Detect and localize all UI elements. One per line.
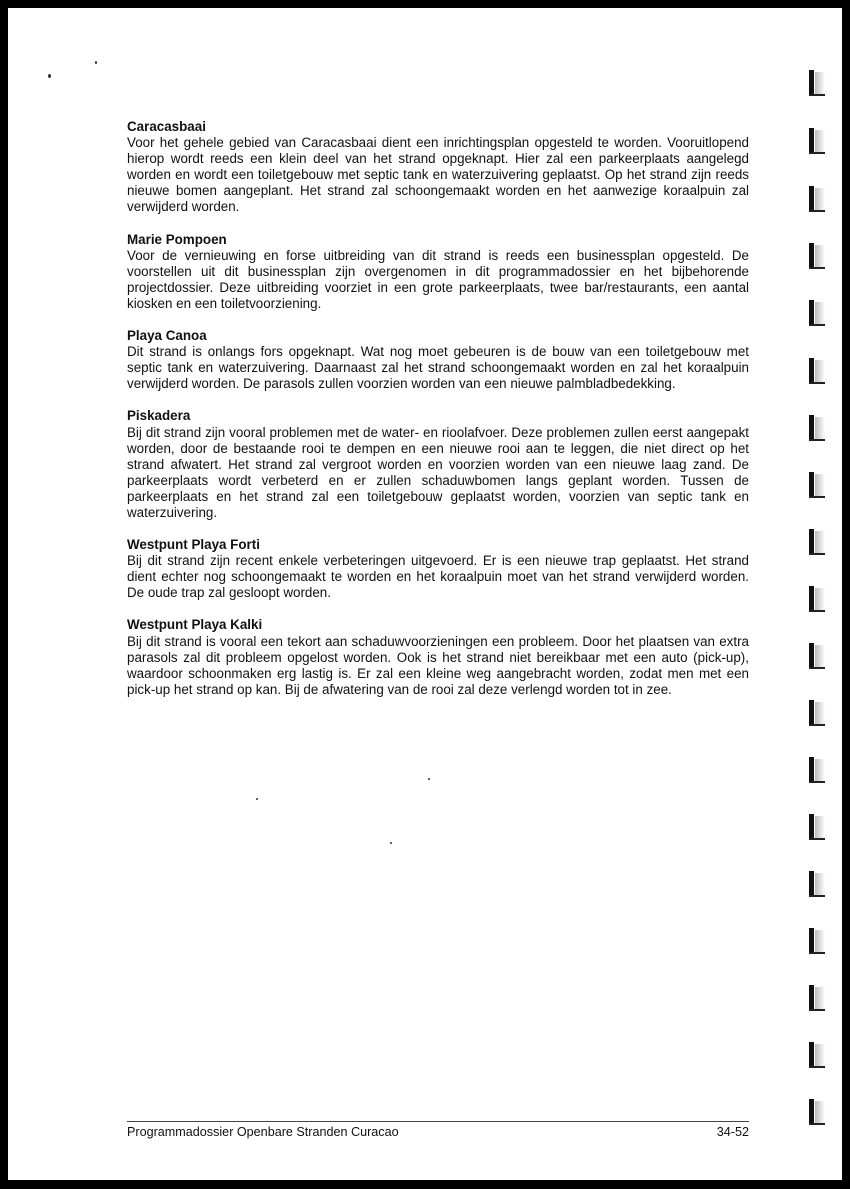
binding-ring bbox=[806, 472, 836, 500]
scan-speck bbox=[95, 61, 97, 64]
binding-ring bbox=[806, 871, 836, 899]
binding-ring bbox=[806, 643, 836, 671]
binding-ring bbox=[806, 243, 836, 271]
spiral-binding bbox=[806, 0, 850, 1189]
section-body: Bij dit strand is vooral een tekort aan schaduwvoorzieningen een probleem. Door het plaatsen van extra parasols zal dit probleem opgelost worden. Ook is het strand niet bereikbaar met een auto (pick-up), waardoor schoonmaken erg lastig is. Er zal een kleine weg aangebracht worden, zodat men met een pick-up het strand op kan. Bij de afwatering van de rooi zal deze verlengd worden tot in zee. bbox=[127, 633, 749, 697]
section-marie-pompoen bbox=[127, 232, 749, 312]
section-body: Voor het gehele gebied van Caracasbaai dient een inrichtingsplan opgesteld te worden. Vooruitlopend hierop wordt reeds een klein deel van het strand opgeknapt. Hier zal een parkeerplaats aangelegd worden en wordt een toiletgebouw met septic tank en waterzuivering geplaatst. Op het strand zijn reeds nieuwe bomen aangeplant. Het strand zal schoongemaakt worden en het aanwezige koraalpuin zal verwijderd worden. bbox=[127, 135, 749, 215]
section-title: Marie Pompoen bbox=[127, 231, 227, 247]
scan-speck bbox=[256, 798, 258, 800]
binding-ring bbox=[806, 586, 836, 614]
section-westpunt-playa-forti bbox=[127, 537, 749, 601]
binding-ring bbox=[806, 70, 836, 98]
binding-ring bbox=[806, 186, 836, 214]
scan-speck bbox=[48, 74, 51, 78]
scan-speck bbox=[428, 778, 430, 780]
binding-ring bbox=[806, 928, 836, 956]
binding-ring bbox=[806, 757, 836, 785]
section-westpunt-playa-kalki bbox=[127, 617, 749, 697]
section-title: Westpunt Playa Kalki bbox=[127, 617, 263, 633]
binding-ring bbox=[806, 814, 836, 842]
section-caracasbaai bbox=[127, 119, 749, 216]
scan-speck bbox=[390, 842, 392, 844]
footer-page-number: 34-52 bbox=[716, 1125, 749, 1139]
section-body: Voor de vernieuwing en forse uitbreiding van dit strand is reeds een businessplan opgesteld. De voorstellen uit dit businessplan zijn overgenomen in dit programmadossier en het bijbehorende projectdossier. Deze uitbreiding voorziet in een grote parkeerplaats, twee bar/restaurants, een aantal kiosken en een toiletvoorziening. bbox=[127, 247, 749, 311]
page-footer bbox=[127, 1121, 749, 1139]
section-title: Westpunt Playa Forti bbox=[127, 537, 260, 553]
binding-ring bbox=[806, 700, 836, 728]
binding-ring bbox=[806, 415, 836, 443]
section-piskadera bbox=[127, 408, 749, 521]
footer-document-title: Programmadossier Openbare Stranden Curacao bbox=[127, 1125, 399, 1139]
binding-ring bbox=[806, 358, 836, 386]
section-body: Bij dit strand zijn vooral problemen met de water- en rioolafvoer. Deze problemen zullen eerst aangepakt worden, door de bestaande rooi te dempen en een nieuwe rooi aan te leggen, die niet direct op het strand afwatert. Het strand zal vergroot worden en voorzien worden van een nieuwe laag zand. De parkeerplaats wordt verbeterd en er zullen schaduwbomen langs geplant worden. Tussen de parkeerplaats en het strand zal een toiletgebouw geplaatst worden, voorzien van septic tank en waterzuivering. bbox=[127, 424, 749, 520]
binding-ring bbox=[806, 300, 836, 328]
binding-ring bbox=[806, 128, 836, 156]
binding-ring bbox=[806, 1099, 836, 1127]
section-body: Bij dit strand zijn recent enkele verbeteringen uitgevoerd. Er is een nieuwe trap geplaatst. Het strand dient echter nog schoongemaakt te worden en het koraalpuin moet van het strand verwijderd worden. De oude trap zal gesloopt worden. bbox=[127, 553, 749, 601]
section-body: Dit strand is onlangs fors opgeknapt. Wat nog moet gebeuren is de bouw van een toiletgebouw met septic tank en waterzuivering. Daarnaast zal het strand schoongemaakt worden en zal het koraalpuin verwijderd worden. De parasols zullen voorzien worden van een nieuwe palmbladbedekking. bbox=[127, 344, 749, 392]
binding-ring bbox=[806, 985, 836, 1013]
binding-ring bbox=[806, 1042, 836, 1070]
section-playa-canoa bbox=[127, 328, 749, 392]
document-page bbox=[8, 8, 842, 1180]
section-title: Piskadera bbox=[127, 408, 191, 424]
binding-ring bbox=[806, 529, 836, 557]
section-title: Caracasbaai bbox=[127, 119, 206, 134]
section-title: Playa Canoa bbox=[127, 328, 207, 344]
document-content bbox=[127, 119, 749, 714]
